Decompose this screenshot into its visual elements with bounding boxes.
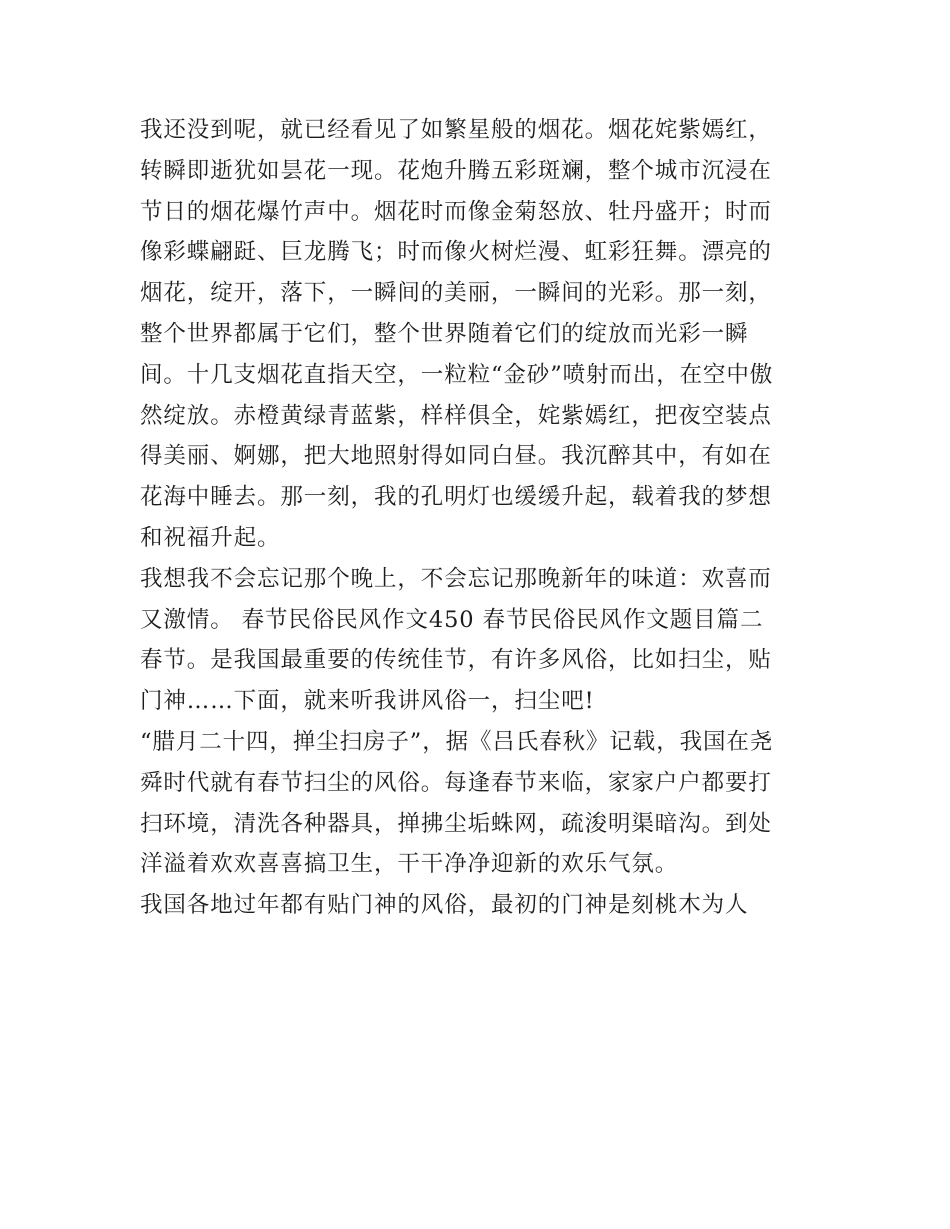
text-line: 春节。是我国最重要的传统佳节，有许多风俗，比如扫尘，贴 xyxy=(140,647,772,674)
document-body xyxy=(140,110,820,926)
text-line: 我想我不会忘记那个晚上，不会忘记那晚新年的味道：欢喜而 xyxy=(140,565,772,592)
text-line: 烟花，绽开，落下，一瞬间的美丽，一瞬间的光彩。那一刻， xyxy=(140,280,772,307)
text-line: 我国各地过年都有贴门神的风俗，最初的门神是刻桃木为人 xyxy=(140,892,749,919)
text-line: 间。十几支烟花直指天空，一粒粒“金砂”喷射而出，在空中傲 xyxy=(140,361,774,388)
text-line: 我还没到呢，就已经看见了如繁星般的烟花。烟花姹紫嫣红， xyxy=(140,117,772,143)
text-line: “腊月二十四，掸尘扫房子”，据《吕氏春秋》记载，我国在尧 xyxy=(140,728,774,755)
text-line: 节日的烟花爆竹声中。烟花时而像金菊怒放、牡丹盛开；时而 xyxy=(140,198,772,225)
text-line: 像彩蝶翩跹、巨龙腾飞；时而像火树烂漫、虹彩狂舞。漂亮的 xyxy=(140,239,772,266)
text-line: 整个世界都属于它们，整个世界随着它们的绽放而光彩一瞬 xyxy=(140,320,749,347)
text-line: 舜时代就有春节扫尘的风俗。每逢春节来临，家家户户都要打 xyxy=(140,769,772,796)
text-line: 门神……下面，就来听我讲风俗一，扫尘吧! xyxy=(140,688,595,715)
text-line: 得美丽、婀娜，把大地照射得如同白昼。我沉醉其中，有如在 xyxy=(140,443,772,470)
text-line: 和祝福升起。 xyxy=(140,524,281,551)
text-line: 花海中睡去。那一刻，我的孔明灯也缓缓升起，载着我的梦想 xyxy=(140,484,772,511)
text-line: 然绽放。赤橙黄绿青蓝紫，样样俱全，姹紫嫣红，把夜空装点 xyxy=(140,402,772,429)
text-line: 转瞬即逝犹如昙花一现。花炮升腾五彩斑斓，整个城市沉浸在 xyxy=(140,157,772,184)
text-line: 又激情。 春节民俗民风作文450 春节民俗民风作文题目篇二 xyxy=(140,606,764,633)
text-line: 洋溢着欢欢喜喜搞卫生，干干净净迎新的欢乐气氛。 xyxy=(140,851,679,878)
text-line: 扫环境，清洗各种器具，掸拂尘垢蛛网，疏浚明渠暗沟。到处 xyxy=(140,810,772,837)
